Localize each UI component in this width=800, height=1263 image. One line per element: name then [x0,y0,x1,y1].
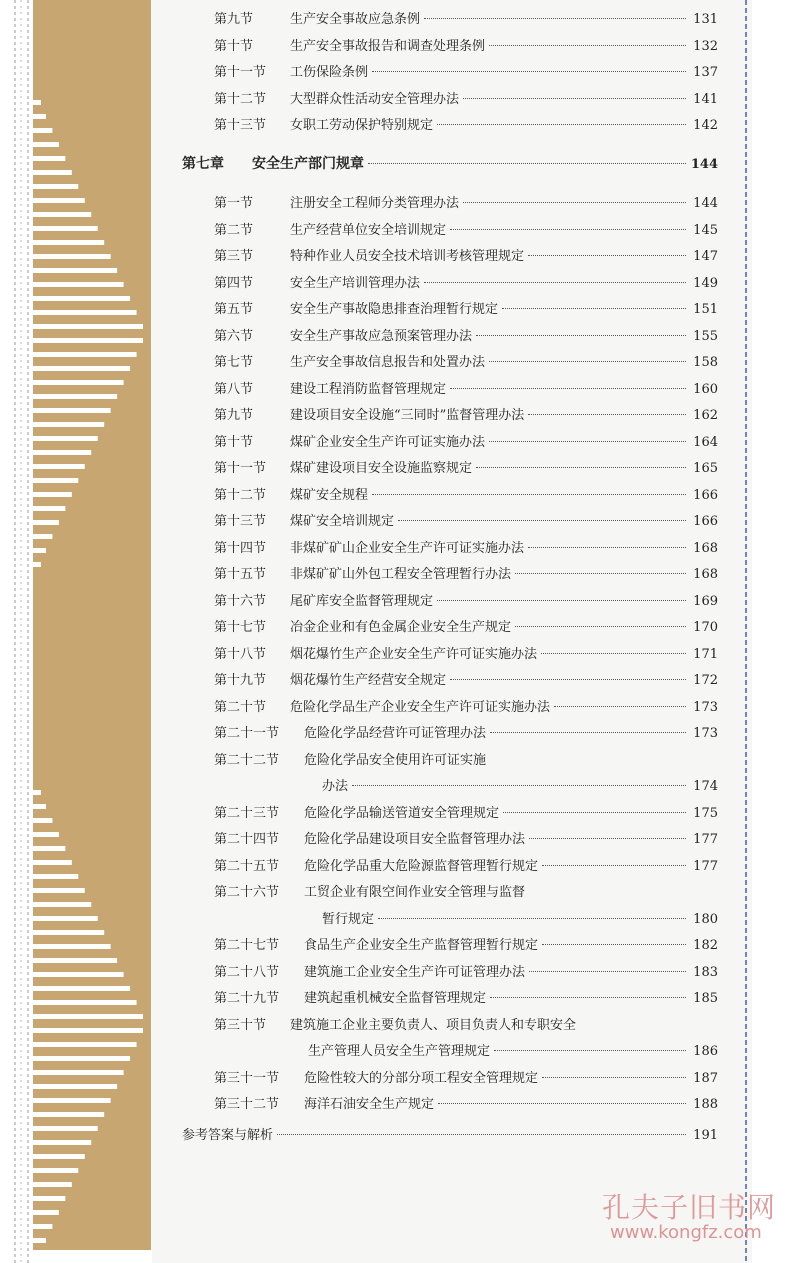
watermark-url: www.kongfz.com [610,1222,762,1243]
toc-entry[interactable] [214,219,718,239]
section-title: 安全生产部门规章 [252,156,364,172]
leader-dots [372,71,686,72]
section-number: 第二十九节 [214,991,280,1006]
section-title: 生产安全事故应急条例 [290,12,421,27]
stripe [33,254,111,259]
toc-entry[interactable] [214,8,718,28]
section-title: 非煤矿矿山企业安全生产许可证实施办法 [290,540,525,556]
stripe [33,1182,72,1187]
section-number: 第六节 [214,328,254,344]
stripe [33,100,41,105]
page-number: 165 [693,461,718,476]
toc-entry[interactable] [214,881,718,901]
stripe [33,790,41,795]
leader-dots [515,573,686,574]
toc-entry[interactable] [214,114,718,134]
section-number: 第四节 [214,275,254,291]
chapter-entry[interactable] [182,153,718,173]
page-number: 183 [693,964,718,980]
leader-dots [502,308,686,309]
stripe [33,1028,143,1033]
toc-entry[interactable] [292,1040,718,1060]
toc-entry[interactable] [214,431,718,451]
stripe [33,422,104,427]
section-title: 暂行规定 [322,911,375,927]
leader-dots [463,202,686,203]
page-number: 145 [693,222,718,238]
page-number: 155 [693,328,718,344]
section-title: 生产安全事故信息报告和处置办法 [290,355,486,370]
section-title: 危险性较大的分部分项工程安全管理规定 [304,1070,539,1086]
toc-entry[interactable] [214,934,718,954]
section-title: 安全生产培训管理办法 [290,275,421,291]
section-title: 生产安全事故报告和调查处理条例 [290,38,486,54]
section-title: 危险化学品生产企业安全生产许可证实施办法 [290,699,551,715]
leader-dots [352,785,686,786]
toc-entry[interactable] [214,1093,718,1113]
section-title: 女职工劳动保护特别规定 [290,118,434,133]
section-title: 烟花爆竹生产经营安全规定 [290,673,447,688]
section-number: 第二十一节 [214,726,280,741]
stripe [33,352,137,357]
section-number: 第七章 [182,156,224,172]
page-number: 177 [693,858,718,874]
section-title: 参考答案与解析 [182,1128,274,1143]
stripe [33,506,65,511]
stripe [33,986,130,991]
page-number: 180 [693,911,718,927]
toc-entry[interactable] [214,855,718,875]
stripe [33,240,104,245]
page-number: 182 [693,938,718,953]
stripe [33,1070,124,1075]
section-number: 第十一节 [214,65,267,80]
toc-entry[interactable] [214,616,718,636]
stripe [33,282,124,287]
stripe [33,972,124,977]
section-number: 第十六节 [214,593,267,609]
toc-entry[interactable] [214,802,718,822]
stripe [33,1042,137,1047]
section-title: 建设工程消防监督管理规定 [290,381,447,397]
toc-entry[interactable] [214,669,718,689]
leader-dots [424,282,686,283]
section-number: 第二十四节 [214,832,280,847]
page-number: 170 [693,620,718,635]
toc-entry[interactable] [306,775,718,795]
section-title: 煤矿安全规程 [290,487,369,503]
toc-entry[interactable] [214,88,718,108]
leader-dots [529,971,686,972]
page-number: 131 [693,12,718,27]
stripe [33,296,130,301]
toc-entry[interactable] [214,749,718,769]
leader-dots [476,467,686,468]
section-title: 煤矿安全培训规定 [290,514,395,529]
section-number: 第二十七节 [214,938,280,953]
toc-entry[interactable] [214,563,718,583]
section-number: 第二十八节 [214,964,280,980]
leader-dots [424,18,686,19]
leader-dots [489,45,686,46]
toc-entry[interactable] [306,908,718,928]
stripe [33,1014,143,1019]
stripe [33,944,111,949]
leader-dots [450,229,686,230]
stripe [33,1000,137,1005]
section-title: 海洋石油安全生产规定 [304,1097,435,1112]
section-title: 食品生产企业安全生产监督管理暂行规定 [304,938,539,953]
stripe [33,212,91,217]
stripe [33,492,72,497]
page-number: 186 [693,1044,718,1059]
section-title: 注册安全工程师分类管理办法 [290,196,460,211]
leader-dots [437,124,686,125]
page-number: 166 [693,514,718,529]
stripe [33,1140,91,1145]
stripe [33,1224,52,1229]
toc-entry[interactable] [214,325,718,345]
stripe [33,804,46,809]
stripe [33,366,130,371]
toc-entry[interactable] [214,643,718,663]
section-number: 第十九节 [214,673,267,688]
toc-entry[interactable] [214,35,718,55]
page-number: 175 [693,805,718,821]
stripe [33,958,117,963]
decorative-stripe-panel [33,0,151,1250]
stripe [33,520,59,525]
section-number: 第十二节 [214,91,267,107]
stripe [33,394,117,399]
section-number: 第二十二节 [214,752,280,768]
toc-entry[interactable] [214,298,718,318]
stripe [33,562,41,567]
leader-dots [490,732,686,733]
section-title: 工伤保险条例 [290,65,369,80]
toc-entry[interactable] [214,1014,718,1034]
toc-entry[interactable] [214,590,718,610]
toc-entry[interactable] [214,510,718,530]
page-number: 151 [693,302,718,317]
stripe [33,128,52,133]
section-number: 第十四节 [214,540,267,556]
stripe [33,1154,85,1159]
stripe [33,310,137,315]
leader-dots [378,918,686,919]
stripe [33,1056,130,1061]
section-number: 第二十三节 [214,805,280,821]
stripe [33,1126,98,1131]
page-number: 191 [693,1128,718,1143]
section-number: 第八节 [214,381,254,397]
page-number: 168 [693,540,718,556]
leader-dots [515,626,686,627]
leader-dots [528,255,686,256]
leader-dots [503,812,686,813]
leader-dots [494,1050,686,1051]
page-number: 185 [693,991,718,1006]
stripe [33,548,46,553]
section-number: 第二十节 [214,699,267,715]
right-margin [752,0,800,1263]
page-number: 168 [693,567,718,582]
leader-dots [489,441,686,442]
section-title: 危险化学品经营许可证管理办法 [304,726,487,741]
toc-entry[interactable] [214,192,718,212]
section-title: 危险化学品建设项目安全监督管理办法 [304,832,526,847]
leader-dots [541,653,686,654]
section-number: 第十二节 [214,487,267,503]
leader-dots [277,1134,686,1135]
page-number: 142 [693,118,718,133]
toc-entry[interactable] [214,245,718,265]
leader-dots [450,679,686,680]
section-title: 煤矿企业安全生产许可证实施办法 [290,434,486,450]
stripe [33,1098,111,1103]
section-number: 第二节 [214,222,254,238]
stripe [33,464,85,469]
page-number: 132 [693,38,718,54]
leader-dots [542,865,686,866]
section-number: 第十三节 [214,118,267,133]
leader-dots [528,547,686,548]
section-number: 第十八节 [214,646,267,662]
leader-dots [528,414,686,415]
leader-dots [490,997,686,998]
section-number: 第三十节 [214,1017,267,1033]
leader-dots [398,520,686,521]
toc-entry[interactable] [214,828,718,848]
section-number: 第七节 [214,355,254,370]
section-title: 尾矿库安全监督管理规定 [290,593,434,609]
page-number: 164 [693,434,718,450]
section-number: 第三十一节 [214,1070,280,1086]
page-number: 166 [693,487,718,503]
section-number: 第二十五节 [214,858,280,874]
section-title: 危险化学品重大危险源监督管理暂行规定 [304,858,539,874]
section-number: 第三节 [214,249,254,264]
leader-dots [489,361,686,362]
stripe [33,818,52,823]
page-number: 141 [693,91,718,107]
stripe [33,142,59,147]
right-dashed-border [745,0,747,1263]
section-title: 建设项目安全设施“三同时”监督管理办法 [290,408,525,423]
toc-entry[interactable] [214,378,718,398]
toc-entry[interactable] [214,696,718,716]
section-title: 建筑施工企业安全生产许可证管理办法 [304,964,526,980]
section-title: 危险化学品安全使用许可证实施 [304,752,487,768]
stripe [33,380,124,385]
section-number: 第三十二节 [214,1097,280,1112]
stripe [33,450,91,455]
section-number: 第十节 [214,434,254,450]
stripe [33,338,143,343]
page-number: 137 [693,65,718,80]
leader-dots [542,1077,686,1078]
toc-entry[interactable] [214,351,718,371]
page-number: 144 [693,196,718,211]
page-number: 173 [693,699,718,715]
stripe [33,902,91,907]
leader-dots [463,98,686,99]
leader-dots [372,494,686,495]
section-number: 第十一节 [214,461,267,476]
toc-entry[interactable] [214,457,718,477]
stripe [33,184,78,189]
leader-dots [554,706,686,707]
section-title: 非煤矿矿山外包工程安全管理暂行办法 [290,567,512,582]
section-title: 烟花爆竹生产企业安全生产许可证实施办法 [290,646,538,662]
section-number: 第一节 [214,196,254,211]
page-number: 158 [693,355,718,370]
leader-dots [368,163,686,164]
stripe [33,478,78,483]
stripe [33,860,72,865]
section-title: 建筑施工企业主要负责人、项目负责人和专职安全 [290,1017,577,1033]
page-number: 147 [693,249,718,264]
section-number: 第二十六节 [214,885,280,900]
leader-dots [529,838,686,839]
page-number: 169 [693,593,718,609]
page-number: 149 [693,275,718,291]
stripe [33,408,111,413]
toc-entry[interactable] [214,1067,718,1087]
stripe [33,1168,78,1173]
stripe [33,226,98,231]
section-number: 第十七节 [214,620,267,635]
toc-entry[interactable] [214,404,718,424]
watermark-text: 孔夫子旧书网 [602,1191,777,1224]
stripe [33,114,46,119]
section-title: 建筑起重机械安全监督管理规定 [304,991,487,1006]
stripe [33,888,85,893]
stripe [33,198,85,203]
stripe [33,436,98,441]
section-title: 煤矿建设项目安全设施监察规定 [290,461,473,476]
toc-entry[interactable] [182,1124,718,1144]
page-number: 160 [693,381,718,397]
section-title: 生产管理人员安全生产管理规定 [308,1044,491,1059]
stripe [33,930,104,935]
stripe [33,534,52,539]
page-number: 177 [693,832,718,847]
page-number: 172 [693,673,718,688]
section-title: 大型群众性活动安全管理办法 [290,91,460,107]
stripe [33,832,59,837]
section-number: 第九节 [214,12,254,27]
stripe [33,916,98,921]
section-number: 第九节 [214,408,254,423]
section-number: 第十节 [214,38,254,54]
toc-entry[interactable] [214,722,718,742]
section-title: 冶金企业和有色金属企业安全生产规定 [290,620,512,635]
stripe [33,268,117,273]
left-dashed-border [12,0,32,1263]
leader-dots [450,388,686,389]
toc-entry[interactable] [214,272,718,292]
page-number: 187 [693,1070,718,1086]
page-number: 173 [693,726,718,741]
section-title: 特种作业人员安全技术培训考核管理规定 [290,249,525,264]
stripe-pattern [33,0,151,1250]
section-title: 工贸企业有限空间作业安全管理与监督 [304,885,526,900]
page-number: 171 [693,646,718,662]
page-number: 188 [693,1097,718,1112]
stripe [33,1210,59,1215]
toc-entry[interactable] [214,537,718,557]
leader-dots [437,600,686,601]
section-title: 生产经营单位安全培训规定 [290,222,447,238]
page-number: 162 [693,408,718,423]
page-number: 174 [693,779,718,794]
section-title: 危险化学品输送管道安全管理规定 [304,805,500,821]
section-title: 安全生产事故应急预案管理办法 [290,328,473,344]
toc-entry[interactable] [214,61,718,81]
toc-entry[interactable] [214,961,718,981]
stripe [33,874,78,879]
stripe [33,170,72,175]
page-number: 144 [690,157,718,172]
stripe [33,1084,117,1089]
section-title: 办法 [322,779,349,794]
toc-entry[interactable] [214,987,718,1007]
section-number: 第五节 [214,302,254,317]
leader-dots [476,335,686,336]
stripe [33,156,65,161]
toc-entry[interactable] [214,484,718,504]
stripe [33,324,143,329]
stripe [33,1196,65,1201]
stripe [33,846,65,851]
leader-dots [438,1103,686,1104]
section-title: 安全生产事故隐患排查治理暂行规定 [290,302,499,317]
stripe [33,1238,46,1243]
leader-dots [542,944,686,945]
section-number: 第十五节 [214,567,267,582]
section-number: 第十三节 [214,514,267,529]
stripe [33,1112,104,1117]
